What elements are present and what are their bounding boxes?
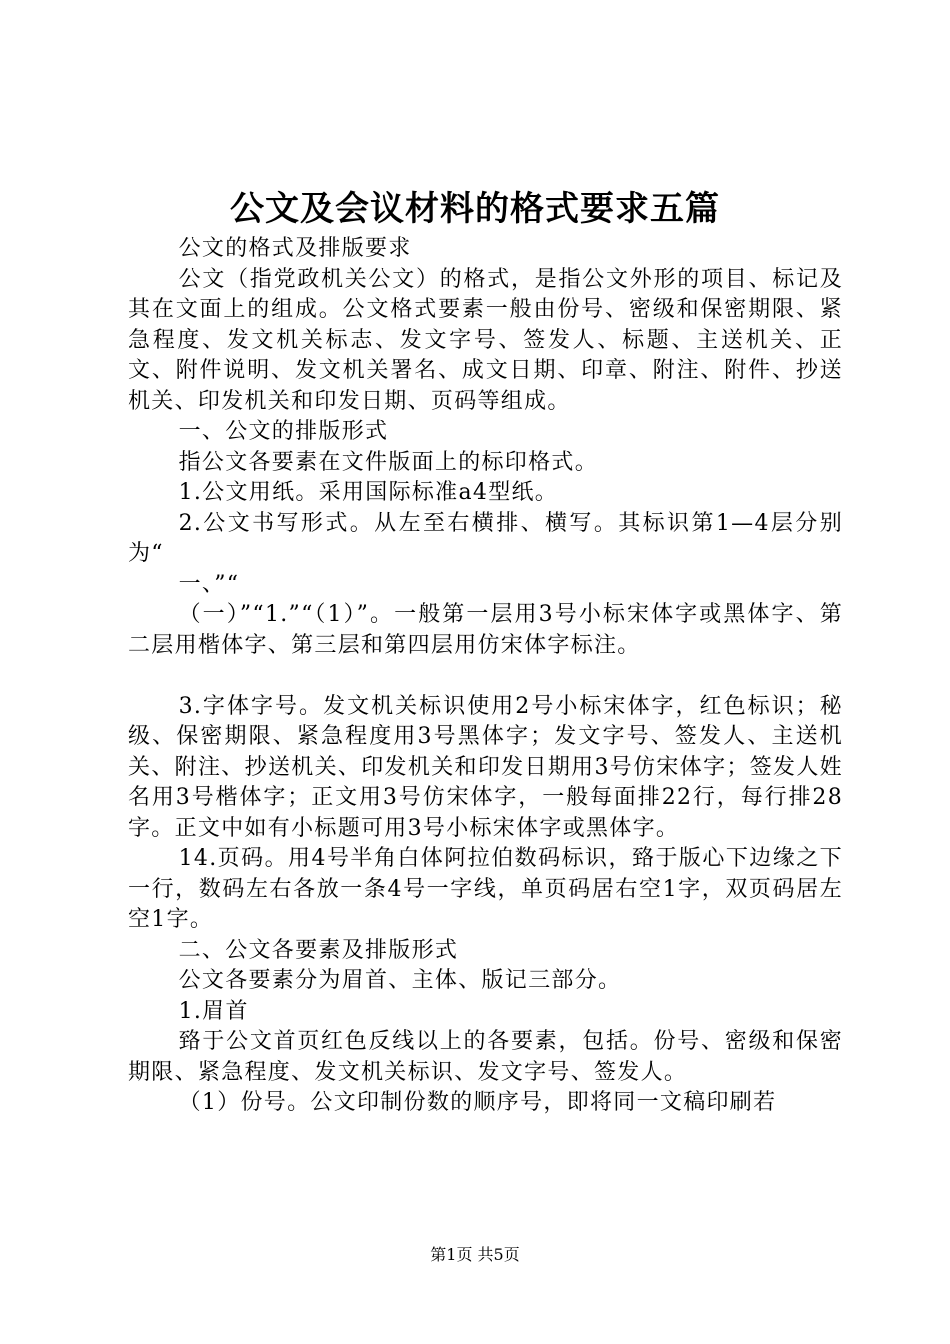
paragraph: 公文各要素分为眉首、主体、版记三部分。 [178,968,622,993]
blank-line [128,661,843,692]
paragraph: 2.公文书写形式。从左至右横排、横写。其标识第1—4层分别为“ [128,510,843,566]
page-footer: 第1页 共5页 [430,1245,520,1264]
paragraph: 公文（指党政机关公文）的格式，是指公文外形的项目、标记及其在文面上的组成。公文格式要素一般由份号、密级和保密期限、紧急程度、发文机关标志、发文字号、签发人、标题、主送机关、正文、附件说明、发文机关署名、成文日期、印章、附注、附件、抄送机关、印发机关和印发日期、页码等组成。 [128,266,843,414]
paragraph: 公文的格式及排版要求 [178,236,412,261]
paragraph: 一、”“ [178,571,240,597]
paragraph: （一）”“1.”“（1）”。一般第一层用3号小标宋体字或黑体字、第二层用楷体字、第三层和第四层用仿宋体字标注。 [128,602,843,658]
paragraph: 臵于公文首页红色反线以上的各要素，包括。份号、密级和保密期限、紧急程度、发文机关标识、发文字号、签发人。 [128,1029,843,1085]
paragraph: 1.公文用纸。采用国际标准a4型纸。 [178,480,559,505]
paragraph: 1.眉首 [178,998,249,1024]
paragraph: 指公文各要素在文件版面上的标印格式。 [178,449,598,475]
paragraph: （1）份号。公文印制份数的顺序号，即将同一文稿印刷若 [178,1090,777,1115]
section-heading: 一、公文的排版形式 [178,419,389,444]
section-heading: 二、公文各要素及排版形式 [178,937,459,963]
paragraph: 3.字体字号。发文机关标识使用2号小标宋体字，红色标识；秘级、保密期限、紧急程度用3号黑体字；发文字号、签发人、主送机关、附注、抄送机关、印发机关和印发日期用3号仿宋体字；签发人姓名用3号楷体字；正文用3号仿宋体字，一般每面排22行，每行排28字。正文中如有小标题可用3号小标宋体字或黑体字。 [128,693,843,841]
paragraph: 14.页码。用4号半角白体阿拉伯数码标识，臵于版心下边缘之下一行，数码左右各放一条4号一字线，单页码居右空1字，双页码居左空1字。 [128,846,843,932]
document-title: 公文及会议材料的格式要求五篇 [230,189,720,229]
document-body [128,234,843,1119]
